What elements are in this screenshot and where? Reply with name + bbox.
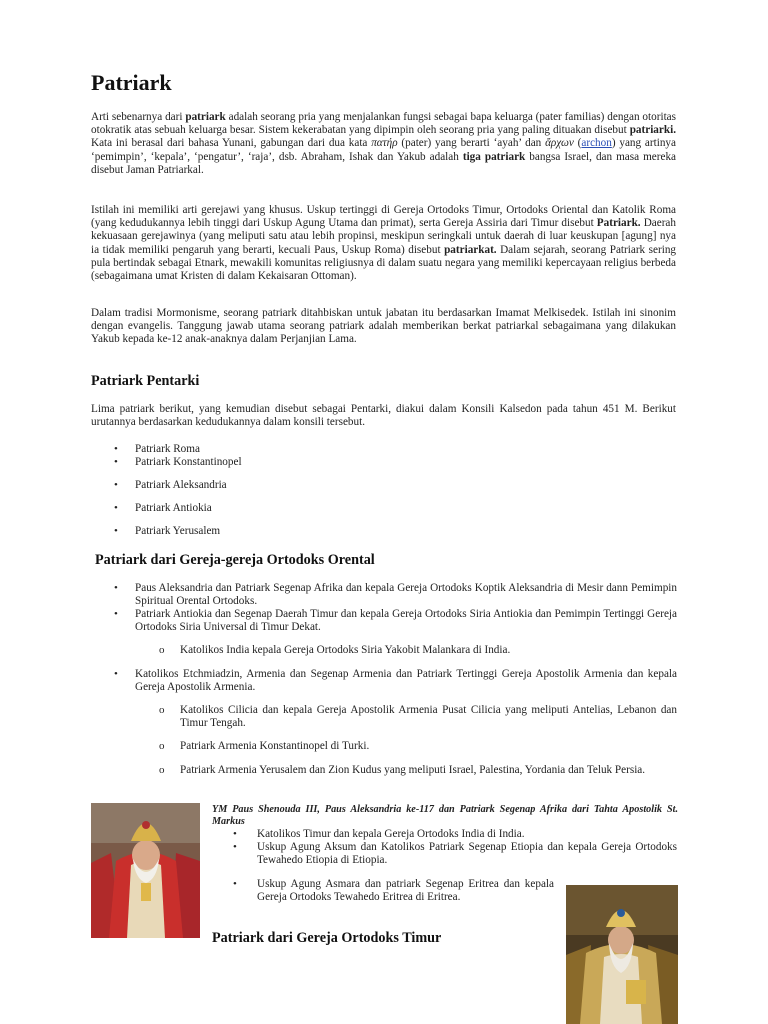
heading-pentarki: Patriark Pentarki <box>91 373 200 389</box>
list-item: Katolikos Timur dan kepala Gereja Ortodoks India di India. <box>257 828 525 840</box>
circle-bullet-icon: o <box>159 740 165 752</box>
list-item: Patriark Konstantinopel <box>135 456 242 468</box>
pentarki-intro: Lima patriark berikut, yang kemudian disebut sebagai Pentarki, diakui dalam Konsili Kalsedon pada tahun 451 M. Berikut urutannya berdasarkan kedudukannya dalam konsili tersebut. <box>91 403 676 429</box>
bullet-icon: • <box>114 608 118 620</box>
bullet-icon: • <box>114 502 118 514</box>
list-item: Patriark Armenia Yerusalem dan Zion Kudus yang meliputi Israel, Palestina, Yordania dan Teluk Persia. <box>180 764 646 776</box>
bullet-icon: • <box>114 443 118 455</box>
list-item: Patriark Roma <box>135 443 200 455</box>
list-item: Patriark Antiokia <box>135 502 212 514</box>
circle-bullet-icon: o <box>159 644 165 656</box>
circle-bullet-icon: o <box>159 764 165 776</box>
photo-caption: YM Paus Shenouda III, Paus Aleksandria ke-117 dan Patriark Segenap Afrika dari Tahta Apostolik St. Markus <box>212 804 678 827</box>
bullet-icon: • <box>233 828 237 840</box>
heading-oriental: Patriark dari Gereja-gereja Ortodoks Orental <box>95 552 375 568</box>
bullet-icon: • <box>114 668 118 680</box>
list-item: Katolikos Cilicia dan kepala Gereja Apostolik Armenia Pusat Cilicia yang meliputi Antelias, Lebanon dan Timur Tengah. <box>180 704 677 730</box>
bullet-icon: • <box>233 878 237 890</box>
list-item: Patriark Armenia Konstantinopel di Turki. <box>180 740 370 752</box>
bullet-icon: • <box>114 525 118 537</box>
bullet-icon: • <box>114 456 118 468</box>
mormonism-paragraph: Dalam tradisi Mormonisme, seorang patriark ditahbiskan untuk jabatan itu berdasarkan Imamat Melkisedek. Istilah ini sinonim dengan evangelis. Tanggung jawab utama seorang patriark adalah memberikan berkat patriarkal sebagaimana yang dilakukan Yakub kepada ke-12 anak-anaknya dalam Perjanjian Lama. <box>91 307 676 346</box>
list-item: Paus Aleksandria dan Patriark Segenap Afrika dan kepala Gereja Ortodoks Koptik Aleksandria di Mesir dann Pemimpin Spiritual Orental Ortodoks. <box>135 582 677 608</box>
circle-bullet-icon: o <box>159 704 165 716</box>
bullet-icon: • <box>233 841 237 853</box>
ecclesiastical-paragraph: Istilah ini memiliki arti gerejawi yang khusus. Uskup tertinggi di Gereja Ortodoks Timur, Ortodoks Oriental dan Katolik Roma (yang kedudukannya lebih tinggi dari Uskup Agung Utama dan primat), serta Gereja Assiria dari Timur disebut Patriark. Daerah kekuasaan gerejawinya (yang meliputi satu atau lebih propinsi, meskipun seringkali untuk daerah di luar keuskupan [agung] nya ia tidak memiliki pengaruh yang berarti, kecuali Paus, Uskup Roma) disebut patriarkat. Dalam sejarah, seorang Patriark sering pula bertindak sebagai Etnark, mewakili komunitas religiusnya di dalam suatu negara yang memiliki kepercayaan religius berbeda (sebagaimana umat Kristen di dalam Kekaisaran Ottoman). <box>91 204 677 283</box>
list-item: Uskup Agung Asmara dan patriark Segenap Eritrea dan kepala Gereja Ortodoks Tewahedo Eritrea di Eritrea. <box>257 878 554 904</box>
list-item: Patriark Antiokia dan Segenap Daerah Timur dan kepala Gereja Ortodoks Siria Antiokia dan Pemimpin Tertinggi Gereja Ortodoks Siria Universal di Timur Dekat. <box>135 608 677 634</box>
list-item: Katolikos India kepala Gereja Ortodoks Siria Yakobit Malankara di India. <box>180 644 511 656</box>
page-title: Patriark <box>91 70 172 95</box>
archon-link[interactable]: archon <box>581 137 612 150</box>
heading-timur: Patriark dari Gereja Ortodoks Timur <box>212 930 442 946</box>
pope-shenouda-photo <box>91 803 200 938</box>
list-item: Patriark Yerusalem <box>135 525 221 537</box>
bullet-icon: • <box>114 479 118 491</box>
list-item: Patriark Aleksandria <box>135 479 227 491</box>
bullet-icon: • <box>114 582 118 594</box>
patriarch-bartholomew-photo <box>566 885 678 1024</box>
list-item: Uskup Agung Aksum dan Katolikos Patriark Segenap Etiopia dan kepala Gereja Ortodoks Tewahedo Etiopia di Etiopia. <box>257 841 677 867</box>
intro-paragraph: Arti sebenarnya dari patriark adalah seorang pria yang menjalankan fungsi sebagai bapa keluarga (pater familias) dengan otoritas otokratik atas sebuah keluarga besar. Sistem kekerabatan yang dipimpin oleh seorang pria yang paling dituakan disebut patriarki. Kata ini berasal dari bahasa Yunani, gabungan dari dua kata πατήρ (pater) yang berarti ‘ayah’ dan ἄρχων (archon) yang artinya ‘pemimpin’, ‘kepala’, ‘pengatur’, ‘raja’, dsb. Abraham, Ishak dan Yakub adalah tiga patriark bangsa Israel, dan masa mereka disebut Jaman Patriarkal. <box>91 111 677 176</box>
list-item: Katolikos Etchmiadzin, Armenia dan Segenap Armenia dan Patriark Tertinggi Gereja Apostolik Armenia dan kepala Gereja Apostolik Armenia. <box>135 668 677 694</box>
